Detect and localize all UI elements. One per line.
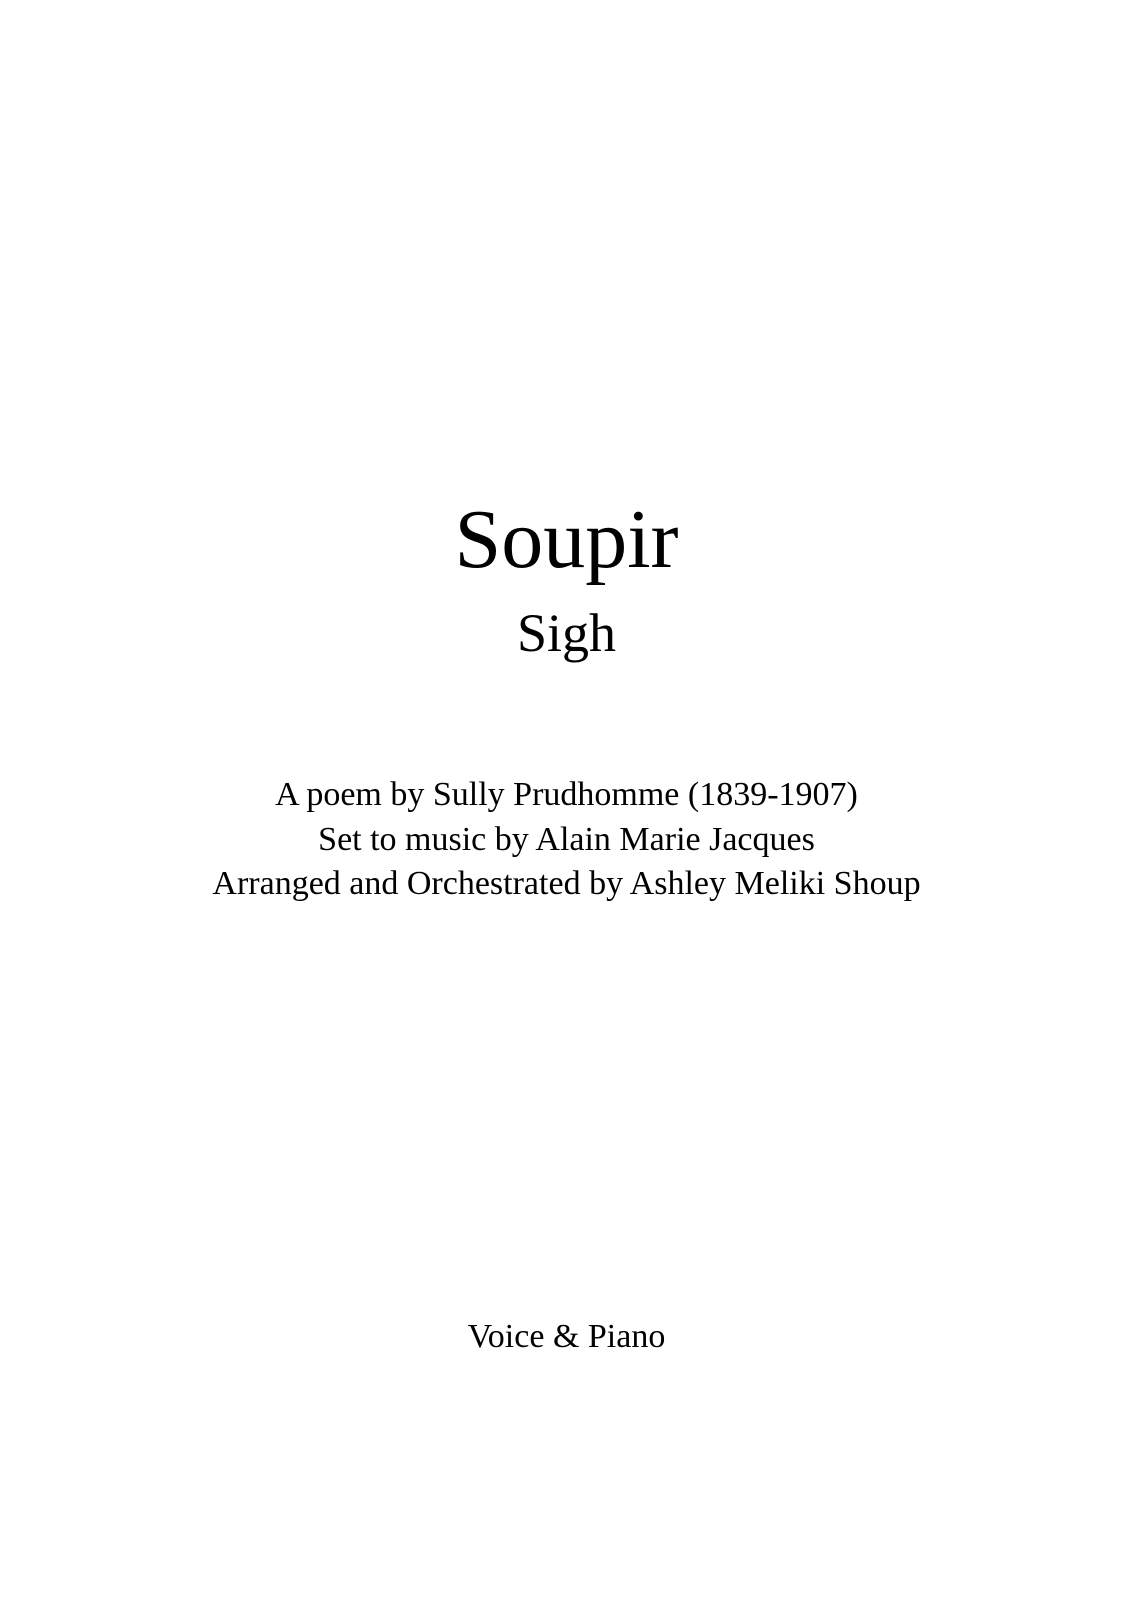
composer-credit: Set to music by Alain Marie Jacques: [318, 821, 815, 858]
instrumentation: Voice & Piano: [467, 1318, 666, 1355]
page-title: Soupir: [454, 493, 679, 586]
poet-credit: A poem by Sully Prudhomme (1839-1907): [275, 776, 858, 813]
arranger-credit: Arranged and Orchestrated by Ashley Meliki Shoup: [212, 865, 921, 902]
page-subtitle: Sigh: [516, 603, 617, 663]
